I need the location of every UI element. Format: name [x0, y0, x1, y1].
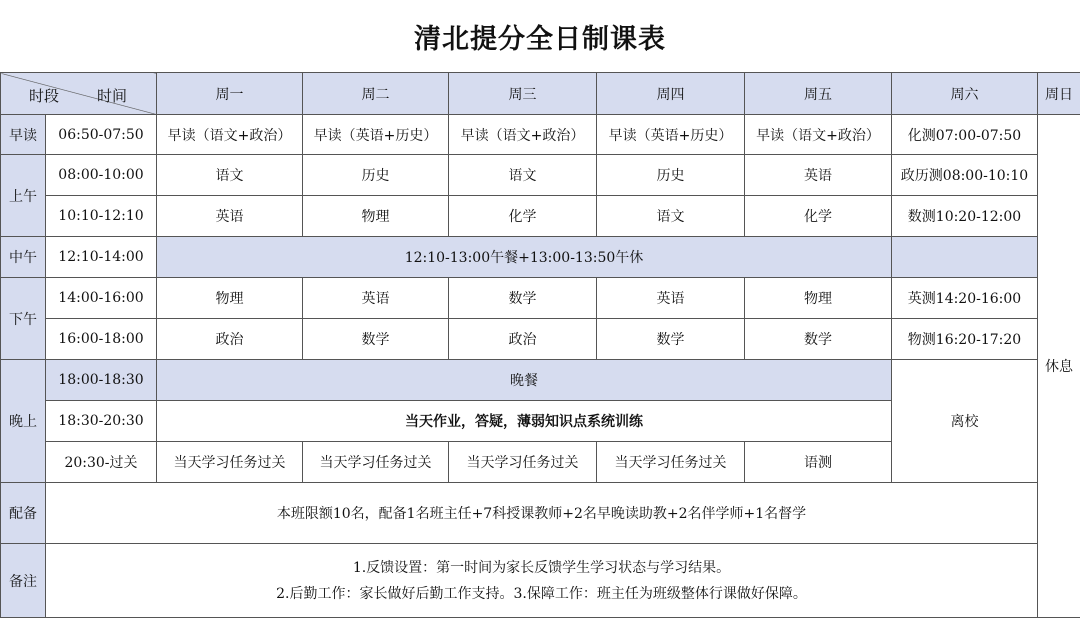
- day-header-wed: 周三: [449, 73, 597, 115]
- saturday-cell: 化测07:00-07:50: [892, 115, 1038, 155]
- noon-break-cell: 12:10-13:00午餐+13:00-13:50午休: [157, 237, 892, 278]
- class-cell: 化学: [449, 196, 597, 237]
- time-cell: 06:50-07:50: [46, 115, 157, 155]
- category-notes: 备注: [1, 544, 46, 618]
- class-cell: 物理: [157, 278, 303, 319]
- class-cell: 早读（英语+历史）: [303, 115, 449, 155]
- class-cell: 政治: [157, 319, 303, 360]
- evening-study-cell: 当天作业，答疑，薄弱知识点系统训练: [157, 401, 892, 442]
- day-header-tue: 周二: [303, 73, 449, 115]
- class-cell: 历史: [597, 155, 745, 196]
- time-cell: 16:00-18:00: [46, 319, 157, 360]
- class-cell: 英语: [157, 196, 303, 237]
- corner-period-label: 时段: [29, 87, 60, 105]
- class-cell: 早读（语文+政治）: [449, 115, 597, 155]
- class-cell: 语文: [597, 196, 745, 237]
- time-cell: 12:10-14:00: [46, 237, 157, 278]
- saturday-cell: 政历测08:00-10:10: [892, 155, 1038, 196]
- class-cell: 英语: [597, 278, 745, 319]
- table-row: [1, 360, 1080, 401]
- saturday-cell: 物测16:20-17:20: [892, 319, 1038, 360]
- category-morning-read: 早读: [1, 115, 46, 155]
- dinner-cell: 晚餐: [157, 360, 892, 401]
- class-cell: 当天学习任务过关: [303, 442, 449, 483]
- day-header-mon: 周一: [157, 73, 303, 115]
- time-cell: 20:30-过关: [46, 442, 157, 483]
- day-header-sat: 周六: [892, 73, 1038, 115]
- class-cell: 物理: [303, 196, 449, 237]
- class-cell: 政治: [449, 319, 597, 360]
- time-cell: 18:30-20:30: [46, 401, 157, 442]
- class-cell: 当天学习任务过关: [597, 442, 745, 483]
- page-title: 清北提分全日制课表: [414, 23, 666, 55]
- day-header-fri: 周五: [745, 73, 892, 115]
- class-cell: 数学: [597, 319, 745, 360]
- class-cell: 英语: [745, 155, 892, 196]
- class-cell: 英语: [303, 278, 449, 319]
- header-row: [1, 73, 1080, 115]
- table-row: [1, 278, 1080, 319]
- class-cell: 历史: [303, 155, 449, 196]
- saturday-leave-cell: 离校: [892, 360, 1038, 483]
- class-cell: 化学: [745, 196, 892, 237]
- sunday-rest-cell: 休息: [1038, 115, 1080, 618]
- table-row: [1, 237, 1080, 278]
- class-cell: 语测: [745, 442, 892, 483]
- time-cell: 10:10-12:10: [46, 196, 157, 237]
- category-evening: 晚上: [1, 360, 46, 483]
- class-cell: 数学: [303, 319, 449, 360]
- time-cell: 08:00-10:00: [46, 155, 157, 196]
- corner-time-label: 时间: [97, 87, 128, 105]
- class-cell: 早读（语文+政治）: [157, 115, 303, 155]
- staff-cell: 本班限额10名，配备1名班主任+7科授课教师+2名早晚读助教+2名伴学师+1名督学: [46, 483, 1038, 544]
- notes-cell: [46, 544, 1038, 618]
- saturday-cell: 英测14:20-16:00: [892, 278, 1038, 319]
- day-header-thu: 周四: [597, 73, 745, 115]
- time-cell: 18:00-18:30: [46, 360, 157, 401]
- class-cell: 早读（语文+政治）: [745, 115, 892, 155]
- table-row: [1, 155, 1080, 196]
- table-row: [1, 319, 1080, 360]
- table-row: [1, 115, 1080, 155]
- schedule-table: [0, 72, 1080, 618]
- category-noon: 中午: [1, 237, 46, 278]
- class-cell: 当天学习任务过关: [157, 442, 303, 483]
- class-cell: 数学: [745, 319, 892, 360]
- day-header-sun: 周日: [1038, 73, 1080, 115]
- category-staff: 配备: [1, 483, 46, 544]
- corner-header: [1, 73, 157, 115]
- class-cell: 当天学习任务过关: [449, 442, 597, 483]
- saturday-empty-cell: [892, 237, 1038, 278]
- class-cell: 早读（英语+历史）: [597, 115, 745, 155]
- time-cell: 14:00-16:00: [46, 278, 157, 319]
- class-cell: 语文: [157, 155, 303, 196]
- table-row: [1, 196, 1080, 237]
- table-row: [1, 483, 1080, 544]
- category-afternoon: 下午: [1, 278, 46, 360]
- class-cell: 语文: [449, 155, 597, 196]
- saturday-cell: 数测10:20-12:00: [892, 196, 1038, 237]
- note-line-2: 2.后勤工作：家长做好后勤工作支持。3.保障工作：班主任为班级整体行课做好保障。: [276, 585, 807, 602]
- class-cell: 数学: [449, 278, 597, 319]
- category-forenoon: 上午: [1, 155, 46, 237]
- table-row: [1, 544, 1080, 618]
- note-line-1: 1.反馈设置：第一时间为家长反馈学生学习状态与学习结果。: [352, 559, 731, 576]
- class-cell: 物理: [745, 278, 892, 319]
